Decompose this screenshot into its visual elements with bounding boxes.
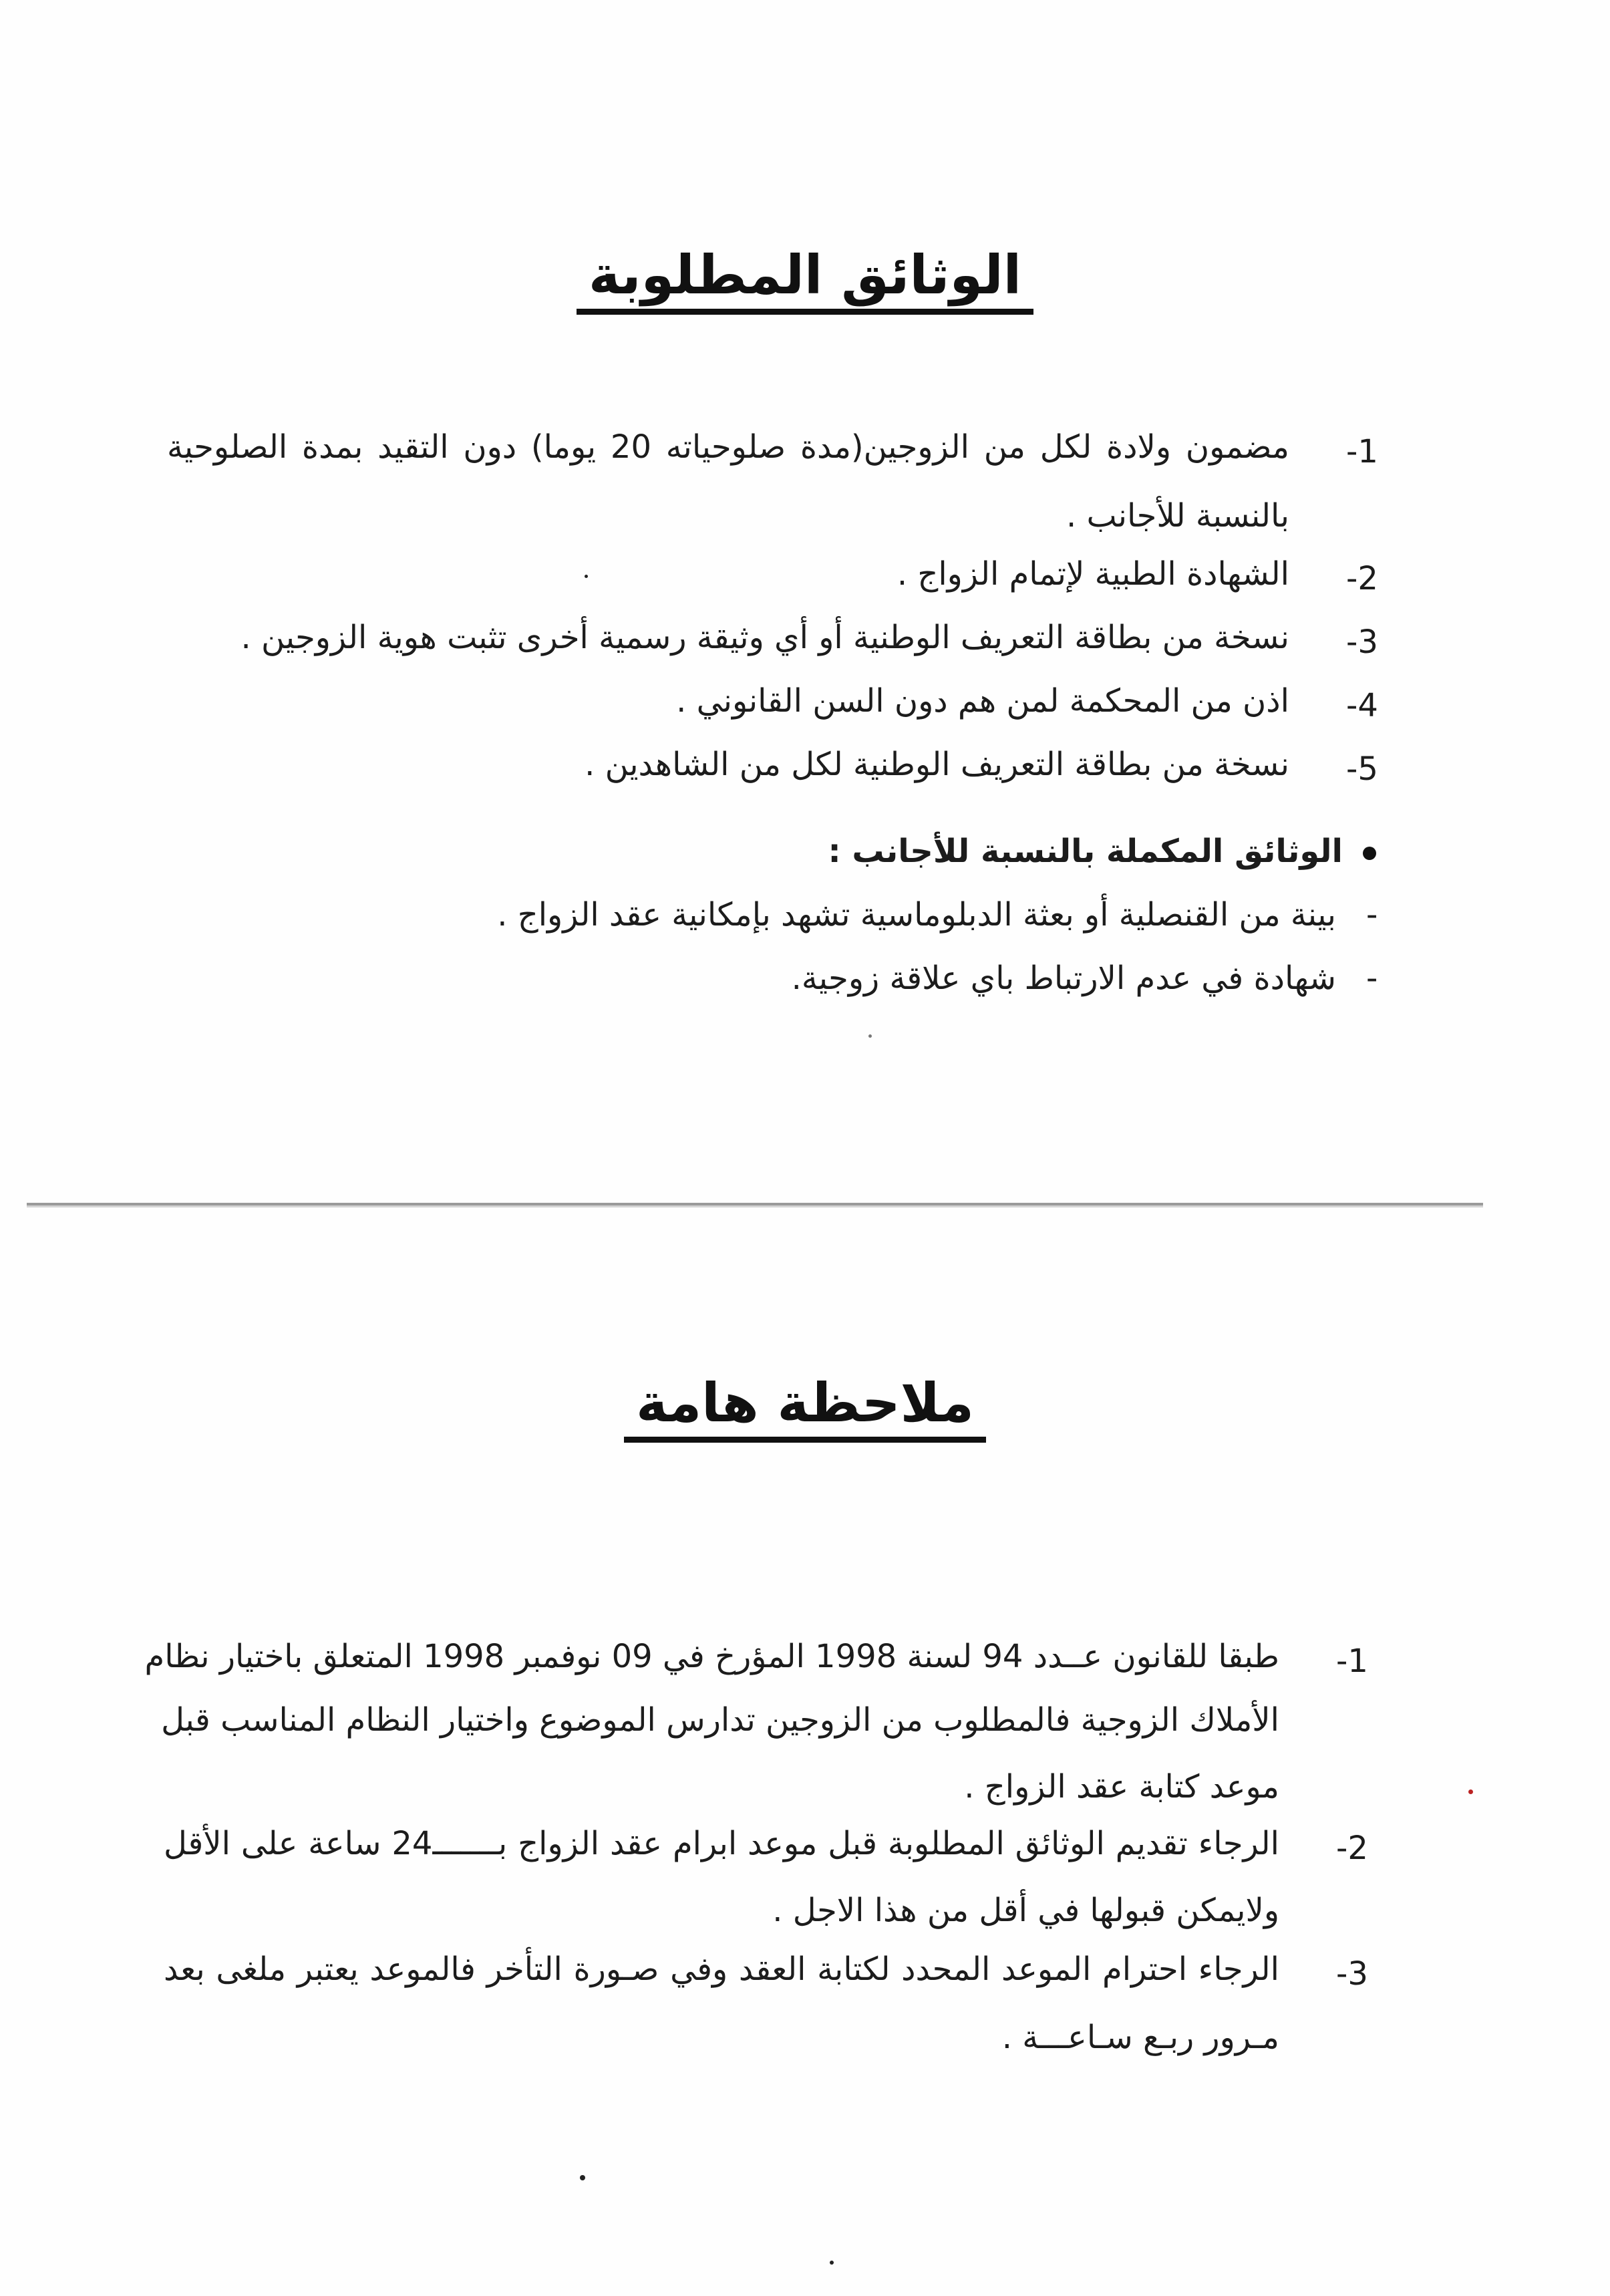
required-item-3-line-1: نسخة من بطاقة التعريف الوطنية أو أي وثيقة رسمية أخرى تثبت هوية الزوجين . bbox=[240, 619, 1289, 656]
important-note-title-text: ملاحظة هامة bbox=[624, 1377, 986, 1443]
foreigners-item-2: شهادة في عدم الارتباط باي علاقة زوجية. bbox=[791, 960, 1336, 997]
dash-icon: - bbox=[1366, 896, 1378, 934]
note-item-3-number: -3 bbox=[1336, 1955, 1368, 1993]
scan-speck bbox=[580, 2175, 585, 2180]
required-item-4-line-1: اذن من المحكمة لمن هم دون السن القانوني . bbox=[676, 682, 1289, 720]
note-item-1-line-1: طبقا للقانون عــدد 94 لسنة 1998 المؤرخ في 09 نوفمبر 1998 المتعلق باختيار نظام bbox=[144, 1638, 1279, 1675]
dash-icon: - bbox=[1366, 960, 1378, 997]
foreigners-item-1: بينة من القنصلية أو بعثة الدبلوماسية تشهد بإمكانية عقد الزواج . bbox=[497, 896, 1336, 934]
required-item-5-number: -5 bbox=[1346, 750, 1378, 788]
scan-speck bbox=[585, 575, 588, 578]
required-item-4-number: -4 bbox=[1346, 687, 1378, 724]
required-documents-title bbox=[0, 244, 1610, 315]
note-item-3-line-2: مـرور ربـع سـاعـــة . bbox=[1001, 2019, 1279, 2056]
section-divider bbox=[27, 1203, 1483, 1205]
required-documents-title-text: الوثائق المطلوبة bbox=[577, 249, 1033, 315]
required-item-1-number: -1 bbox=[1346, 433, 1378, 470]
required-item-1-line-1: مضمون ولادة لكل من الزوجين(مدة صلوحياته 20 يوما) دون التقيد بمدة الصلوحية bbox=[167, 428, 1289, 466]
required-item-5-line-1: نسخة من بطاقة التعريف الوطنية لكل من الشاهدين . bbox=[585, 746, 1289, 783]
foreigners-heading: الوثائق المكملة بالنسبة للأجانب : bbox=[828, 833, 1343, 870]
bullet-icon bbox=[1363, 847, 1376, 860]
required-item-1-line-2: بالنسبة للأجانب . bbox=[1066, 497, 1289, 535]
scan-speck bbox=[1468, 1789, 1473, 1794]
important-note-title bbox=[0, 1372, 1610, 1443]
note-item-1-line-3: موعد كتابة عقد الزواج . bbox=[964, 1768, 1279, 1806]
required-item-3-number: -3 bbox=[1346, 623, 1378, 661]
note-item-2-line-1: الرجاء تقديم الوثائق المطلوبة قبل موعد ابرام عقد الزواج بـــــــ24 ساعة على الأقل bbox=[164, 1825, 1279, 1862]
required-item-2-line-1: الشهادة الطبية لإتمام الزواج . bbox=[897, 555, 1289, 593]
required-item-2-number: -2 bbox=[1346, 560, 1378, 597]
note-item-3-line-1: الرجاء احترام الموعد المحدد لكتابة العقد وفي صـورة التأخر فالموعد يعتبر ملغى بعد bbox=[164, 1951, 1279, 1988]
scan-speck bbox=[868, 1034, 872, 1038]
note-item-2-line-2: ولايمكن قبولها في أقل من هذا الاجل . bbox=[772, 1892, 1279, 1929]
note-item-1-number: -1 bbox=[1336, 1642, 1368, 1680]
note-item-1-line-2: الأملاك الزوجية فالمطلوب من الزوجين تدارس الموضوع واختيار النظام المناسب قبل bbox=[161, 1701, 1279, 1739]
note-item-2-number: -2 bbox=[1336, 1830, 1368, 1867]
scan-speck bbox=[830, 2261, 834, 2265]
